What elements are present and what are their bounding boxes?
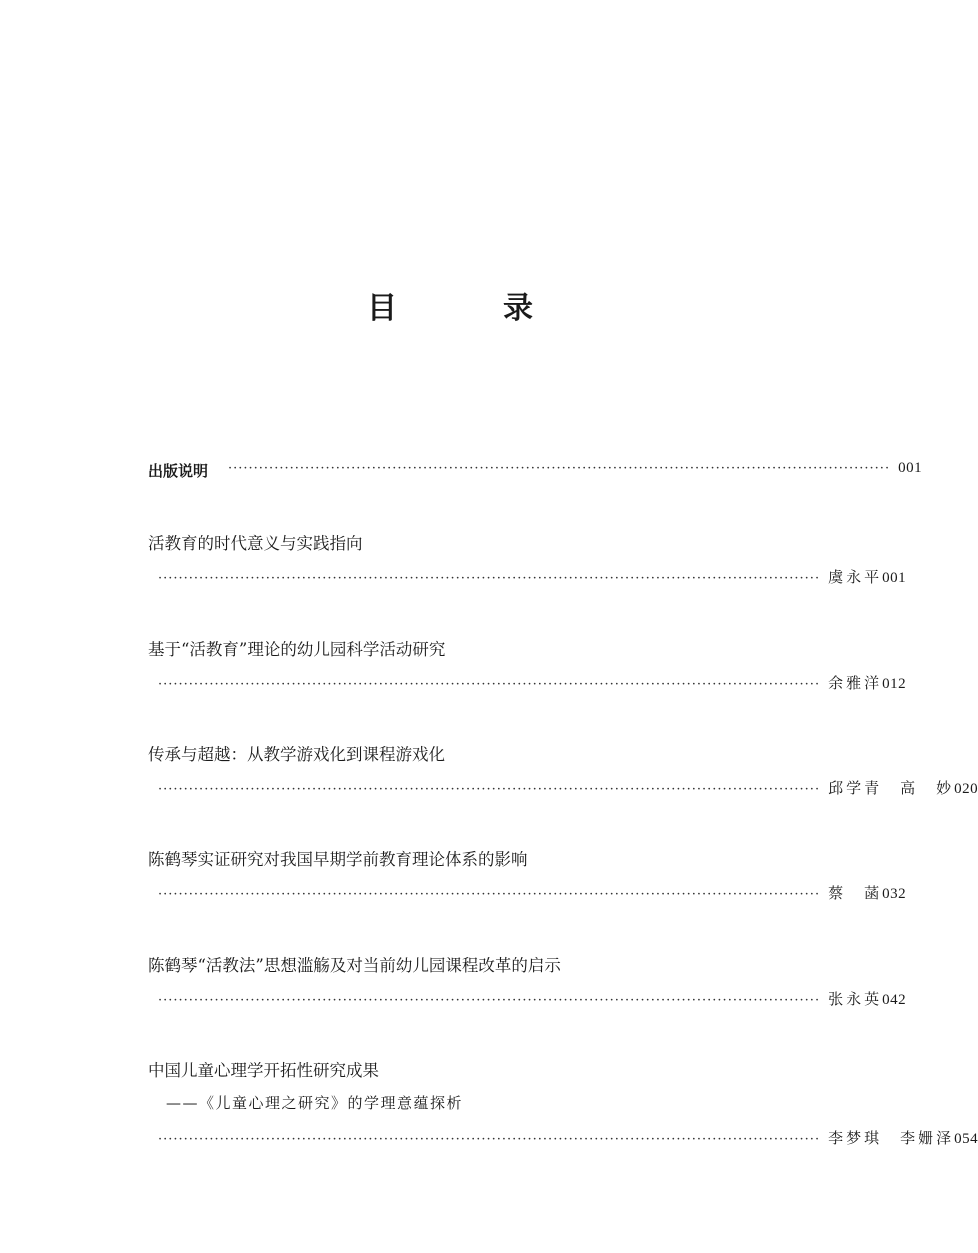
toc-entry[interactable] [148,1057,978,1157]
toc-entry[interactable] [148,636,907,696]
entry-title: 活教育的时代意义与实践指向 [148,534,363,553]
dot-leader: ································································································································· [158,782,821,797]
page-number: 042 [882,992,907,1008]
dot-leader: ································································································································· [228,461,891,476]
entry-author: 邱学青 高 妙 [828,779,955,797]
entry-leader [158,672,907,693]
entry-author: 余雅洋 [828,674,883,692]
page-number: 054 [954,1131,978,1147]
preface-leader [228,460,923,477]
toc-entry-preface[interactable] [148,458,923,482]
page-number: 020 [954,781,978,797]
dot-leader: ································································································································· [158,677,821,692]
entry-author: 蔡 菡 [828,884,883,902]
page-number: 001 [898,460,923,476]
entry-title: 中国儿童心理学开拓性研究成果 [148,1061,379,1080]
preface-title: 出版说明 [148,462,209,480]
toc-entry[interactable] [148,530,907,590]
page-title: 目 录 [367,291,571,326]
entry-subtitle: ——《儿童心理之研究》的学理意蕴探析 [166,1094,464,1112]
entry-leader [158,566,907,587]
entry-leader [158,988,907,1009]
toc-entry[interactable] [148,952,907,1012]
entry-author: 李梦琪 李姗泽 [828,1129,955,1147]
page-number: 032 [882,886,907,902]
page-number: 001 [882,570,907,586]
toc-entry[interactable] [148,741,978,801]
dot-leader: ································································································································· [158,993,821,1008]
entry-leader [158,777,978,798]
toc-entry[interactable] [148,846,907,906]
entry-author: 虞永平 [828,568,883,586]
dot-leader: ································································································································· [158,887,821,902]
entry-title: 陈鹤琴“活教法”思想滥觞及对当前幼儿园课程改革的启示 [148,956,561,975]
dot-leader: ································································································································· [158,571,821,586]
entry-title: 陈鹤琴实证研究对我国早期学前教育理论体系的影响 [148,850,528,869]
entry-leader [158,882,907,903]
page-number: 012 [882,676,907,692]
entry-title: 基于“活教育”理论的幼儿园科学活动研究 [148,640,446,659]
dot-leader: ································································································································· [158,1132,821,1147]
entry-title: 传承与超越：从教学游戏化到课程游戏化 [148,745,445,764]
entry-leader [158,1127,978,1148]
entry-author: 张永英 [828,990,883,1008]
